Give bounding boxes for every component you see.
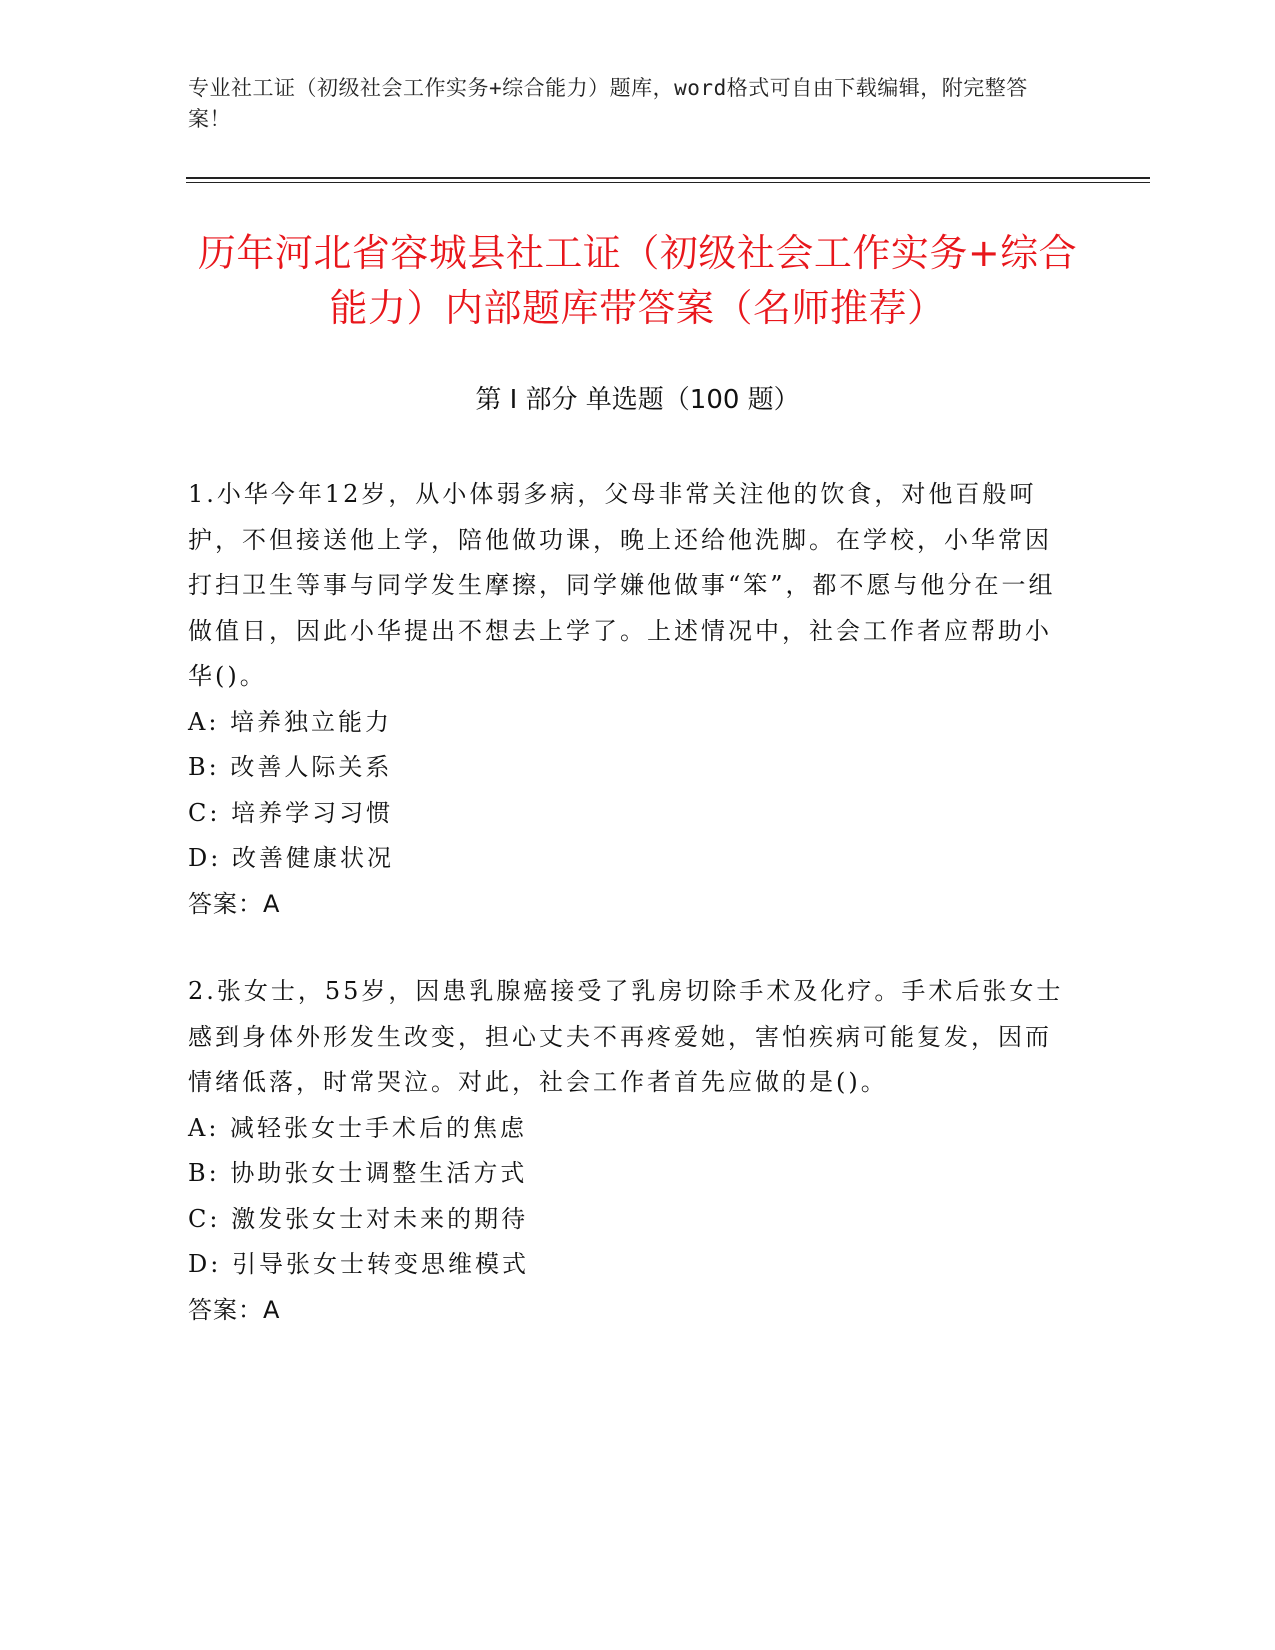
- question-stem: 1.小华今年12岁，从小体弱多病，父母非常关注他的饮食，对他百般呵护，不但接送他上学，陪他做功课，晚上还给他洗脚。在学校，小华常因打扫卫生等事与同学发生摩擦，同学嫌他做事“笨”，都不愿与他分在一组做值日，因此小华提出不想去上学了。上述情况中，社会工作者应帮助小华()。: [188, 480, 1056, 690]
- option-b: B: 改善人际关系: [188, 753, 393, 781]
- question-block: [188, 472, 1068, 927]
- section-heading: 第 I 部分 单选题（100 题）: [475, 385, 800, 415]
- option-c: C: 培养学习习惯: [188, 798, 394, 827]
- header-note: 专业社工证（初级社会工作实务+综合能力）题库，word格式可自由下载编辑，附完整答案！: [188, 76, 1028, 131]
- document-title: 历年河北省容城县社工证（初级社会工作实务+综合能力）内部题库带答案（名师推荐）: [197, 231, 1078, 330]
- header-divider-thin: [186, 182, 1150, 183]
- header-divider-thick: [186, 177, 1150, 179]
- option-c: C: 激发张女士对未来的期待: [188, 1204, 529, 1233]
- option-d: D: 引导张女士转变思维模式: [188, 1250, 529, 1278]
- option-d: D: 改善健康状况: [188, 844, 394, 872]
- option-a: A: 培养独立能力: [188, 707, 393, 736]
- option-b: B: 协助张女士调整生活方式: [188, 1159, 528, 1187]
- question-stem: 2.张女士，55岁，因患乳腺癌接受了乳房切除手术及化疗。手术后张女士感到身体外形发生改变，担心丈夫不再疼爱她，害怕疾病可能复发，因而情绪低落，时常哭泣。对此，社会工作者首先应做的是()。: [188, 977, 1064, 1096]
- answer-line: 答案：A: [188, 1295, 281, 1324]
- question-block: [188, 969, 1068, 1333]
- option-a: A: 减轻张女士手术后的焦虑: [188, 1113, 528, 1142]
- answer-line: 答案：A: [188, 889, 281, 918]
